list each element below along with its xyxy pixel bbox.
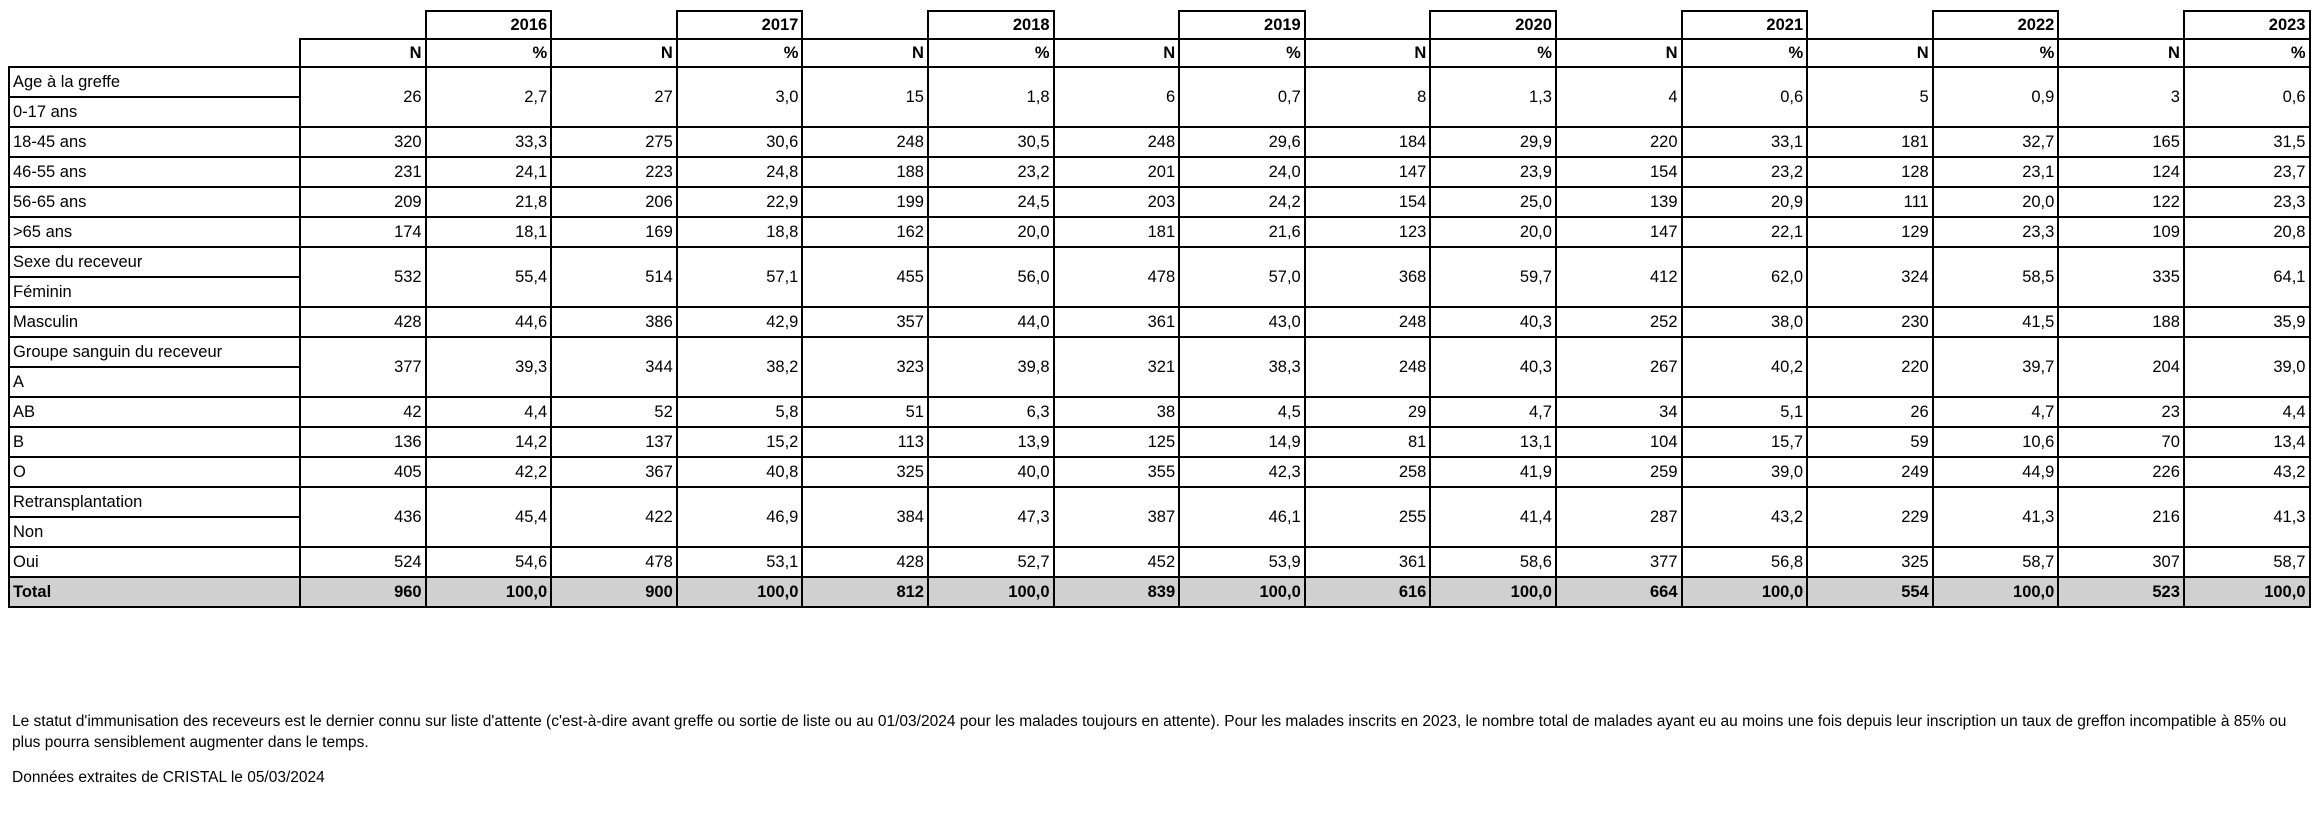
percent-cell: 22,9 [677,187,803,217]
percent-cell: 0,6 [1682,67,1808,127]
count-cell: 51 [802,397,928,427]
count-cell: 361 [1305,547,1431,577]
percent-cell: 24,1 [426,157,552,187]
count-cell: 307 [2058,547,2184,577]
header-corner [9,11,300,39]
table-row [9,67,2310,97]
count-cell: 26 [300,67,426,127]
count-cell: 532 [300,247,426,307]
count-cell: 248 [1305,337,1431,397]
percent-cell: 40,2 [1682,337,1808,397]
count-cell: 201 [1054,157,1180,187]
group-title: Age à la greffe [9,67,300,97]
total-percent-cell: 100,0 [1179,577,1305,607]
table-row [9,187,2310,217]
count-cell: 255 [1305,487,1431,547]
percent-cell: 23,2 [928,157,1054,187]
percent-cell: 24,8 [677,157,803,187]
count-cell: 70 [2058,427,2184,457]
percent-header: % [2184,39,2310,67]
percent-cell: 23,3 [2184,187,2310,217]
percent-cell: 46,9 [677,487,803,547]
row-label: Masculin [9,307,300,337]
count-cell: 384 [802,487,928,547]
percent-cell: 64,1 [2184,247,2310,307]
percent-cell: 13,4 [2184,427,2310,457]
year-header-spacer [802,11,928,39]
count-cell: 181 [1054,217,1180,247]
group-title: Retransplantation [9,487,300,517]
count-cell: 169 [551,217,677,247]
percent-cell: 0,9 [1933,67,2059,127]
count-cell: 181 [1807,127,1933,157]
percent-cell: 18,8 [677,217,803,247]
count-cell: 428 [802,547,928,577]
percent-cell: 20,8 [2184,217,2310,247]
count-header: N [1305,39,1431,67]
row-label: 46-55 ans [9,157,300,187]
count-cell: 59 [1807,427,1933,457]
count-cell: 230 [1807,307,1933,337]
count-cell: 124 [2058,157,2184,187]
count-cell: 231 [300,157,426,187]
count-cell: 368 [1305,247,1431,307]
count-cell: 139 [1556,187,1682,217]
percent-cell: 14,9 [1179,427,1305,457]
count-cell: 184 [1305,127,1431,157]
row-label: 0-17 ans [9,97,300,127]
count-cell: 8 [1305,67,1431,127]
percent-cell: 58,5 [1933,247,2059,307]
percent-cell: 57,1 [677,247,803,307]
row-label: AB [9,397,300,427]
percent-cell: 1,8 [928,67,1054,127]
count-cell: 436 [300,487,426,547]
row-label: 18-45 ans [9,127,300,157]
percent-cell: 55,4 [426,247,552,307]
year-header: 2020 [1430,11,1556,39]
year-header: 2018 [928,11,1054,39]
percent-cell: 43,2 [2184,457,2310,487]
total-percent-cell: 100,0 [1682,577,1808,607]
percent-cell: 23,1 [1933,157,2059,187]
total-count-cell: 900 [551,577,677,607]
percent-cell: 33,1 [1682,127,1808,157]
year-header-spacer [551,11,677,39]
count-cell: 377 [300,337,426,397]
total-percent-cell: 100,0 [677,577,803,607]
count-cell: 422 [551,487,677,547]
count-cell: 377 [1556,547,1682,577]
count-cell: 203 [1054,187,1180,217]
percent-cell: 44,0 [928,307,1054,337]
percent-cell: 4,4 [2184,397,2310,427]
percent-cell: 44,9 [1933,457,2059,487]
year-header-spacer [2058,11,2184,39]
total-label: Total [9,577,300,607]
percent-cell: 32,7 [1933,127,2059,157]
count-cell: 15 [802,67,928,127]
percent-cell: 42,3 [1179,457,1305,487]
count-cell: 248 [802,127,928,157]
percent-cell: 30,6 [677,127,803,157]
count-cell: 478 [551,547,677,577]
total-percent-cell: 100,0 [1430,577,1556,607]
count-cell: 321 [1054,337,1180,397]
percent-cell: 41,3 [2184,487,2310,547]
percent-cell: 54,6 [426,547,552,577]
percent-cell: 41,3 [1933,487,2059,547]
count-cell: 104 [1556,427,1682,457]
year-header: 2022 [1933,11,2059,39]
count-cell: 452 [1054,547,1180,577]
percent-cell: 38,3 [1179,337,1305,397]
count-cell: 275 [551,127,677,157]
percent-cell: 39,0 [1682,457,1808,487]
count-cell: 405 [300,457,426,487]
count-cell: 428 [300,307,426,337]
percent-cell: 20,9 [1682,187,1808,217]
count-cell: 204 [2058,337,2184,397]
percent-cell: 41,9 [1430,457,1556,487]
total-count-cell: 812 [802,577,928,607]
header-corner-lower [9,39,300,67]
count-header: N [1807,39,1933,67]
percent-cell: 4,7 [1933,397,2059,427]
percent-cell: 44,6 [426,307,552,337]
percent-cell: 24,5 [928,187,1054,217]
count-cell: 5 [1807,67,1933,127]
percent-cell: 47,3 [928,487,1054,547]
count-cell: 52 [551,397,677,427]
percent-cell: 40,8 [677,457,803,487]
count-cell: 206 [551,187,677,217]
total-count-cell: 664 [1556,577,1682,607]
row-label: A [9,367,300,397]
table-row [9,547,2310,577]
percent-cell: 53,1 [677,547,803,577]
percent-cell: 42,9 [677,307,803,337]
percent-cell: 40,3 [1430,337,1556,397]
count-cell: 188 [2058,307,2184,337]
total-count-cell: 839 [1054,577,1180,607]
percent-cell: 58,7 [2184,547,2310,577]
percent-cell: 39,8 [928,337,1054,397]
row-label: O [9,457,300,487]
count-cell: 111 [1807,187,1933,217]
percent-cell: 0,6 [2184,67,2310,127]
percent-header: % [1682,39,1808,67]
total-percent-cell: 100,0 [2184,577,2310,607]
count-cell: 27 [551,67,677,127]
table-row [9,457,2310,487]
percent-cell: 23,3 [1933,217,2059,247]
count-cell: 188 [802,157,928,187]
count-cell: 252 [1556,307,1682,337]
percent-cell: 4,4 [426,397,552,427]
percent-cell: 10,6 [1933,427,2059,457]
percent-cell: 22,1 [1682,217,1808,247]
row-label: Oui [9,547,300,577]
year-header-spacer [1807,11,1933,39]
count-cell: 220 [1556,127,1682,157]
total-percent-cell: 100,0 [928,577,1054,607]
group-title: Groupe sanguin du receveur [9,337,300,367]
percent-cell: 24,0 [1179,157,1305,187]
percent-cell: 4,7 [1430,397,1556,427]
group-title: Sexe du receveur [9,247,300,277]
count-cell: 323 [802,337,928,397]
count-cell: 248 [1305,307,1431,337]
count-cell: 174 [300,217,426,247]
count-cell: 324 [1807,247,1933,307]
percent-cell: 56,8 [1682,547,1808,577]
count-cell: 478 [1054,247,1180,307]
percent-cell: 39,7 [1933,337,2059,397]
table-row [9,127,2310,157]
count-cell: 387 [1054,487,1180,547]
table-row [9,247,2310,277]
count-cell: 34 [1556,397,1682,427]
count-header: N [802,39,928,67]
count-cell: 267 [1556,337,1682,397]
count-cell: 109 [2058,217,2184,247]
source-note: Données extraites de CRISTAL le 05/03/2024 [12,769,325,786]
count-cell: 226 [2058,457,2184,487]
percent-cell: 1,3 [1430,67,1556,127]
percent-cell: 43,0 [1179,307,1305,337]
count-cell: 38 [1054,397,1180,427]
count-cell: 128 [1807,157,1933,187]
percent-cell: 18,1 [426,217,552,247]
year-header: 2016 [426,11,552,39]
percent-cell: 0,7 [1179,67,1305,127]
statistics-table [8,10,2311,608]
count-cell: 258 [1305,457,1431,487]
count-cell: 42 [300,397,426,427]
percent-cell: 3,0 [677,67,803,127]
count-cell: 223 [551,157,677,187]
percent-header: % [426,39,552,67]
count-cell: 147 [1305,157,1431,187]
count-cell: 249 [1807,457,1933,487]
count-cell: 320 [300,127,426,157]
count-cell: 386 [551,307,677,337]
percent-cell: 40,3 [1430,307,1556,337]
count-cell: 23 [2058,397,2184,427]
percent-cell: 4,5 [1179,397,1305,427]
percent-cell: 39,0 [2184,337,2310,397]
total-count-cell: 523 [2058,577,2184,607]
count-cell: 514 [551,247,677,307]
percent-cell: 29,9 [1430,127,1556,157]
count-cell: 259 [1556,457,1682,487]
percent-header: % [928,39,1054,67]
percent-cell: 25,0 [1430,187,1556,217]
count-header: N [2058,39,2184,67]
count-cell: 209 [300,187,426,217]
percent-cell: 35,9 [2184,307,2310,337]
year-header: 2017 [677,11,803,39]
count-header: N [1054,39,1180,67]
count-cell: 287 [1556,487,1682,547]
percent-cell: 30,5 [928,127,1054,157]
count-cell: 357 [802,307,928,337]
count-header: N [551,39,677,67]
total-count-cell: 960 [300,577,426,607]
percent-cell: 41,4 [1430,487,1556,547]
row-label: Féminin [9,277,300,307]
percent-cell: 31,5 [2184,127,2310,157]
year-header: 2019 [1179,11,1305,39]
total-count-cell: 616 [1305,577,1431,607]
count-cell: 113 [802,427,928,457]
year-header-spacer [300,11,426,39]
percent-cell: 39,3 [426,337,552,397]
count-cell: 248 [1054,127,1180,157]
table-row [9,397,2310,427]
percent-cell: 15,7 [1682,427,1808,457]
percent-cell: 57,0 [1179,247,1305,307]
percent-cell: 20,0 [928,217,1054,247]
percent-cell: 59,7 [1430,247,1556,307]
column-header-row [9,39,2310,67]
count-cell: 125 [1054,427,1180,457]
percent-cell: 14,2 [426,427,552,457]
count-cell: 136 [300,427,426,457]
percent-cell: 43,2 [1682,487,1808,547]
percent-cell: 62,0 [1682,247,1808,307]
percent-cell: 58,6 [1430,547,1556,577]
percent-cell: 13,9 [928,427,1054,457]
percent-cell: 56,0 [928,247,1054,307]
count-cell: 199 [802,187,928,217]
year-header: 2021 [1682,11,1808,39]
statistics-table-body [9,11,2310,607]
count-cell: 325 [802,457,928,487]
count-cell: 6 [1054,67,1180,127]
total-row [9,577,2310,607]
percent-header: % [1179,39,1305,67]
year-header-spacer [1054,11,1180,39]
count-cell: 162 [802,217,928,247]
count-cell: 455 [802,247,928,307]
total-count-cell: 554 [1807,577,1933,607]
count-cell: 147 [1556,217,1682,247]
percent-header: % [1430,39,1556,67]
year-header-spacer [1305,11,1431,39]
count-header: N [1556,39,1682,67]
row-label: Non [9,517,300,547]
count-cell: 4 [1556,67,1682,127]
count-cell: 165 [2058,127,2184,157]
percent-cell: 46,1 [1179,487,1305,547]
percent-cell: 42,2 [426,457,552,487]
row-label: B [9,427,300,457]
percent-header: % [677,39,803,67]
count-cell: 129 [1807,217,1933,247]
percent-cell: 5,8 [677,397,803,427]
count-header: N [300,39,426,67]
count-cell: 524 [300,547,426,577]
count-cell: 335 [2058,247,2184,307]
count-cell: 81 [1305,427,1431,457]
count-cell: 154 [1556,157,1682,187]
table-row [9,337,2310,367]
row-label: 56-65 ans [9,187,300,217]
count-cell: 344 [551,337,677,397]
percent-cell: 52,7 [928,547,1054,577]
percent-cell: 23,7 [2184,157,2310,187]
percent-cell: 45,4 [426,487,552,547]
percent-header: % [1933,39,2059,67]
total-percent-cell: 100,0 [426,577,552,607]
count-cell: 26 [1807,397,1933,427]
percent-cell: 58,7 [1933,547,2059,577]
total-percent-cell: 100,0 [1933,577,2059,607]
count-cell: 3 [2058,67,2184,127]
percent-cell: 20,0 [1933,187,2059,217]
percent-cell: 23,9 [1430,157,1556,187]
count-cell: 229 [1807,487,1933,547]
percent-cell: 21,8 [426,187,552,217]
percent-cell: 20,0 [1430,217,1556,247]
count-cell: 137 [551,427,677,457]
count-cell: 123 [1305,217,1431,247]
percent-cell: 41,5 [1933,307,2059,337]
count-cell: 367 [551,457,677,487]
count-cell: 325 [1807,547,1933,577]
percent-cell: 15,2 [677,427,803,457]
table-row [9,157,2310,187]
table-row [9,487,2310,517]
count-cell: 412 [1556,247,1682,307]
count-cell: 216 [2058,487,2184,547]
count-cell: 154 [1305,187,1431,217]
percent-cell: 23,2 [1682,157,1808,187]
year-header-spacer [1556,11,1682,39]
table-row [9,217,2310,247]
count-cell: 355 [1054,457,1180,487]
percent-cell: 5,1 [1682,397,1808,427]
percent-cell: 21,6 [1179,217,1305,247]
year-header: 2023 [2184,11,2310,39]
percent-cell: 24,2 [1179,187,1305,217]
immunisation-note: Le statut d'immunisation des receveurs est le dernier connu sur liste d'attente (c'est-à-dire avant greffe ou sortie de liste ou au 01/03/2024 pour les malades toujours en attente). Pour les malades inscrits en 2023, le nombre total de malades ayant eu au moins une fois depuis leur inscription un taux de greffon incompatible à 85% ou plus pourra sensiblement augmenter dans le temps. [12,713,2287,751]
percent-cell: 29,6 [1179,127,1305,157]
year-header-row [9,11,2310,39]
table-row [9,427,2310,457]
percent-cell: 2,7 [426,67,552,127]
percent-cell: 40,0 [928,457,1054,487]
percent-cell: 38,2 [677,337,803,397]
count-cell: 122 [2058,187,2184,217]
percent-cell: 33,3 [426,127,552,157]
percent-cell: 13,1 [1430,427,1556,457]
percent-cell: 6,3 [928,397,1054,427]
percent-cell: 38,0 [1682,307,1808,337]
count-cell: 220 [1807,337,1933,397]
count-cell: 29 [1305,397,1431,427]
count-cell: 361 [1054,307,1180,337]
row-label: >65 ans [9,217,300,247]
percent-cell: 53,9 [1179,547,1305,577]
table-row [9,307,2310,337]
